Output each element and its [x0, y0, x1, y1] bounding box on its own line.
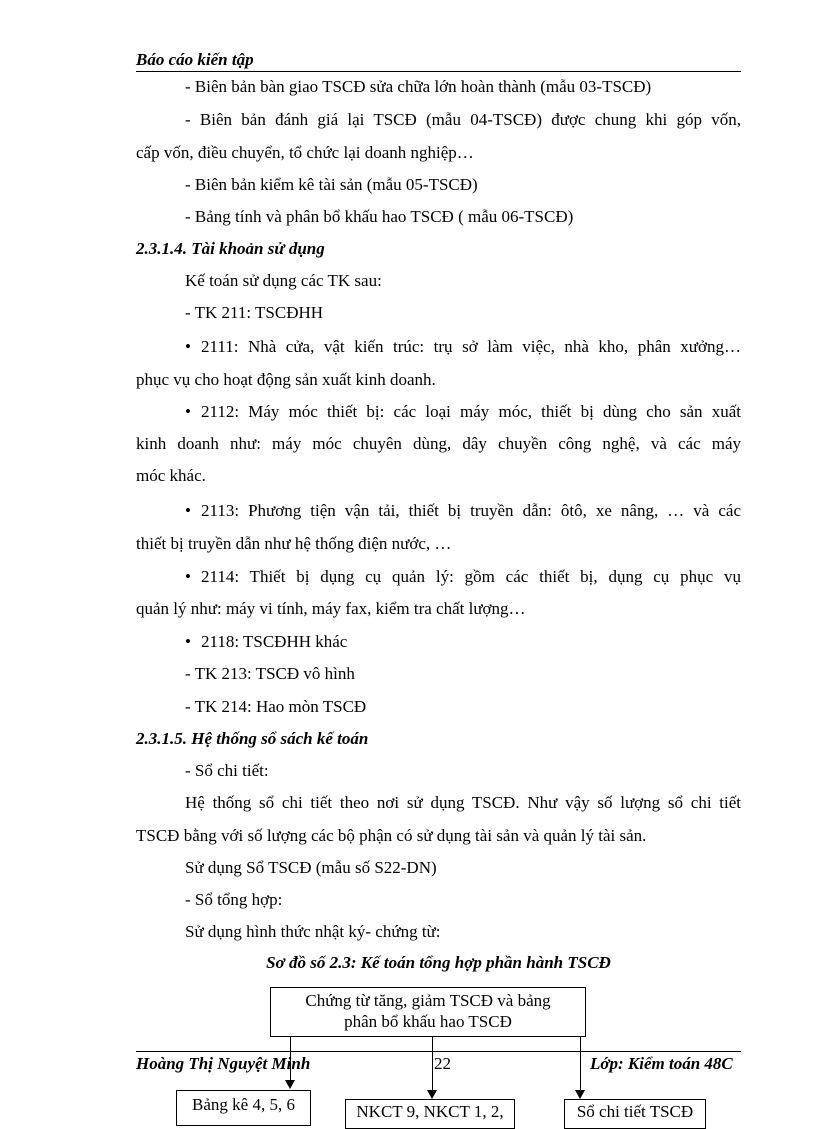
section-heading: 2.3.1.4. Tài khoản sử dụng [136, 239, 325, 258]
text-line: - Biên bản bàn giao TSCĐ sửa chữa lớn hoàn thành (mẫu 03-TSCĐ) [185, 77, 652, 96]
text-line: - Sổ tổng hợp: [185, 890, 283, 909]
text-line: kinh doanh như: máy móc chuyên dùng, dây chuyền công nghệ, và các máy [136, 434, 741, 453]
bullet-line: • 2118: TSCĐHH khác [185, 632, 741, 652]
arrowhead-right [575, 1090, 585, 1099]
footer-class: Lớp: Kiểm toán 48C [590, 1054, 733, 1073]
footer-rule [136, 1051, 741, 1052]
text-line: cấp vốn, điều chuyển, tổ chức lại doanh nghiệp… [136, 143, 474, 162]
page-number: 22 [434, 1054, 451, 1073]
text-line: móc khác. [136, 466, 206, 485]
section-heading: 2.3.1.5. Hệ thống sổ sách kế toán [136, 729, 369, 748]
text-line: - Biên bản đánh giá lại TSCĐ (mẫu 04-TSCĐ) được chung khi góp vốn, [185, 110, 741, 129]
bullet-line: • 2112: Máy móc thiết bị: các loại máy móc, thiết bị dùng cho sản xuất [185, 402, 741, 422]
bullet-line: • 2113: Phương tiện vận tải, thiết bị truyền dẫn: ôtô, xe nâng, … và các [185, 501, 741, 521]
text-line: - Sổ chi tiết: [185, 761, 269, 780]
diagram-title: Sơ đồ số 2.3: Kế toán tổng hợp phần hành TSCĐ [266, 953, 611, 972]
diagram-top-box [270, 987, 586, 1037]
text-line: - TK 214: Hao mòn TSCĐ [185, 697, 367, 716]
diagram-box-right: Sổ chi tiết TSCĐ [564, 1099, 706, 1129]
arrowhead-left [285, 1080, 295, 1089]
connector-right [580, 1037, 581, 1092]
text-line: Sử dụng Sổ TSCĐ (mẫu số S22-DN) [185, 858, 437, 877]
text-line: thiết bị truyền dẫn như hệ thống điện nước, … [136, 534, 452, 553]
text-line: - Bảng tính và phân bổ khấu hao TSCĐ ( mẫu 06-TSCĐ) [185, 207, 574, 226]
diagram-top-box-line1: Chứng từ tăng, giảm TSCĐ và bảng [305, 991, 551, 1010]
diagram-box-left: Bảng kê 4, 5, 6 [176, 1090, 311, 1126]
diagram-top-box-line2: phân bổ khấu hao TSCĐ [344, 1012, 512, 1031]
connector-mid [432, 1037, 433, 1092]
text-line: - TK 213: TSCĐ vô hình [185, 664, 355, 683]
text-line: Kế toán sử dụng các TK sau: [185, 271, 382, 290]
text-line: TSCĐ bằng với số lượng các bộ phận có sử dụng tài sản và quản lý tài sản. [136, 826, 647, 845]
text-line: - TK 211: TSCĐHH [185, 303, 324, 322]
header-rule [136, 71, 741, 72]
bullet-line: • 2114: Thiết bị dụng cụ quản lý: gồm các thiết bị, dụng cụ phục vụ [185, 567, 741, 587]
report-header-title: Báo cáo kiến tập [136, 50, 254, 69]
text-line: Sử dụng hình thức nhật ký- chứng từ: [185, 922, 441, 941]
diagram-box-mid: NKCT 9, NKCT 1, 2, [345, 1099, 515, 1129]
text-line: phục vụ cho hoạt động sản xuất kinh doanh. [136, 370, 436, 389]
text-line: quản lý như: máy vi tính, máy fax, kiểm tra chất lượng… [136, 599, 526, 618]
text-line: - Biên bản kiểm kê tài sản (mẫu 05-TSCĐ) [185, 175, 478, 194]
arrowhead-mid [427, 1090, 437, 1099]
bullet-line: • 2111: Nhà cửa, vật kiến trúc: trụ sở làm việc, nhà kho, phân xưởng… [185, 337, 741, 357]
footer-author: Hoàng Thị Nguyệt Minh [136, 1054, 311, 1073]
text-line: Hệ thống sổ chi tiết theo nơi sử dụng TSCĐ. Như vậy số lượng sổ chi tiết [185, 793, 741, 812]
